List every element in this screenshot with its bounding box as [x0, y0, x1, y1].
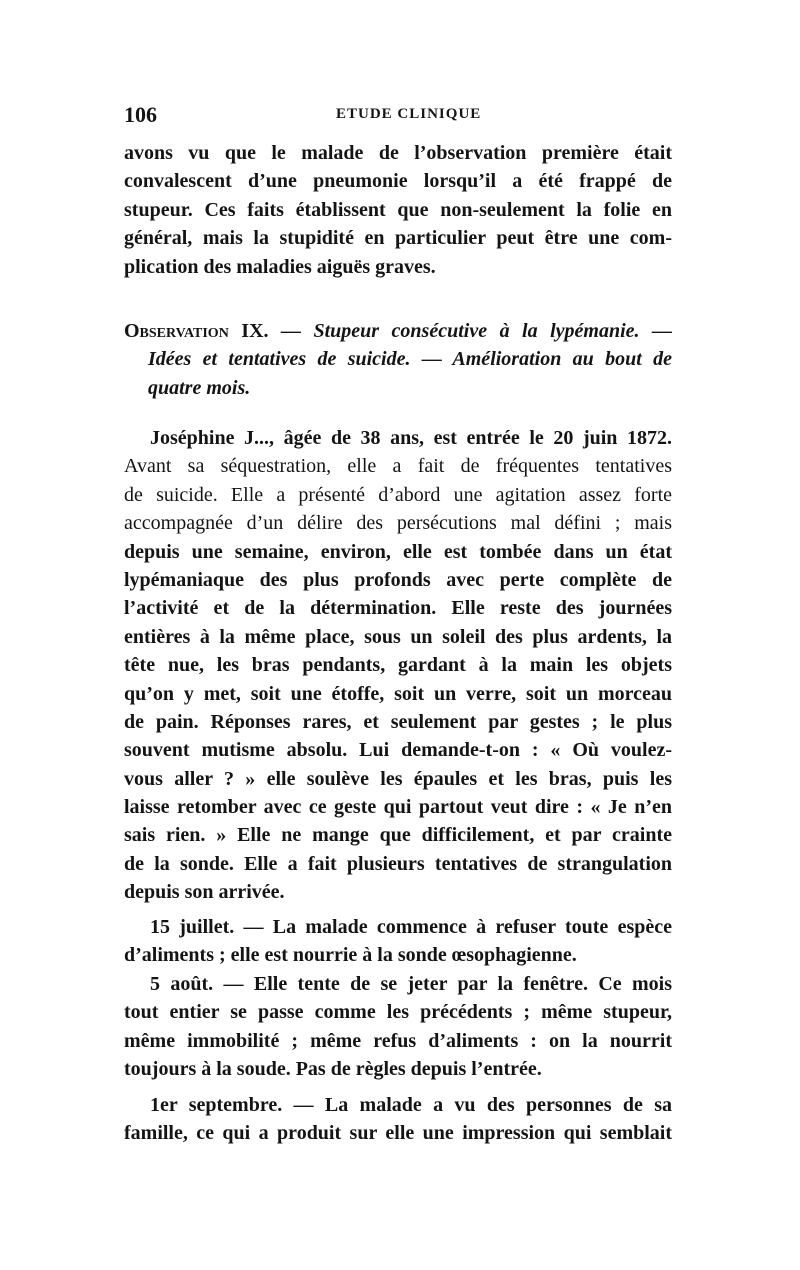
text-line: de suicide. Elle a présenté d’abord une agitation assez forte: [124, 483, 672, 506]
text-line: avons vu que le malade de l’observation première était: [124, 142, 672, 164]
text-line: vous aller ? » elle soulève les épaules et les bras, puis les: [124, 767, 672, 790]
text-line: Avant sa séquestration, elle a fait de fréquentes tentatives: [124, 455, 672, 478]
observation-heading: [124, 317, 672, 402]
text-line: de pain. Réponses rares, et seulement par gestes ; le plus: [124, 710, 672, 733]
paragraph-conclusion: [124, 139, 672, 281]
text-line: famille, ce qui a produit sur elle une impression qui semblait: [124, 1122, 672, 1145]
observation-title: — Stupeur consécutive à la lypémanie. —: [281, 320, 672, 342]
page-number: 106: [124, 102, 157, 127]
text-line: accompagnée d’un délire des persécutions mal défini ; mais: [124, 512, 672, 535]
text-line: entières à la même place, sous un soleil des plus ardents, la: [124, 625, 672, 648]
text-line: 1er septembre. — La malade a vu des personnes de sa: [150, 1094, 672, 1116]
text-line: toujours à la soude. Pas de règles depuis l’entrée.: [124, 1058, 542, 1081]
text-line: plication des maladies aiguës graves.: [124, 255, 436, 278]
running-head: [124, 102, 672, 132]
text-line: souvent mutisme absolu. Lui demande-t-on : « Où voulez-: [124, 739, 672, 762]
text-line: tête nue, les bras pendants, gardant à la main les objets: [124, 654, 672, 677]
text-line: de la sonde. Elle a fait plusieurs tentatives de strangulation: [124, 852, 672, 875]
text-line: lypémaniaque des plus profonds avec perte complète de: [124, 568, 672, 591]
observation-title-line: Idées et tentatives de suicide. — Amélioration au bout de: [148, 348, 672, 371]
text-line: depuis son arrivée.: [124, 881, 285, 904]
paragraph-august-5: [124, 970, 672, 1084]
text-line: stupeur. Ces faits établissent que non-seulement la folie en: [124, 198, 672, 221]
text-line: depuis une semaine, environ, elle est tombée dans un état: [124, 540, 672, 563]
paragraph-case-history: [124, 424, 672, 907]
text-line: même immobilité ; même refus d’aliments : on la nourrit: [124, 1029, 672, 1052]
text-line: 5 août. — Elle tente de se jeter par la fenêtre. Ce mois: [150, 973, 672, 995]
text-line: tout entier se passe comme les précédents ; même stupeur,: [124, 1001, 672, 1024]
running-title: ETUDE CLINIQUE: [336, 106, 482, 122]
paragraph-september-1: [124, 1091, 672, 1148]
observation-title-line: quatre mois.: [148, 376, 251, 399]
text-line: laisse retomber avec ce geste qui partout veut dire : « Je n’en: [124, 796, 672, 819]
observation-heading-line: [124, 317, 672, 345]
text-line: l’activité et de la détermination. Elle reste des journées: [124, 597, 672, 620]
text-line: d’aliments ; elle est nourrie à la sonde œsophagienne.: [124, 944, 577, 967]
paragraph-july-15: [124, 913, 672, 970]
text-line: sais rien. » Elle ne mange que difficilement, et par crainte: [124, 824, 672, 847]
text-line: qu’on y met, soit une étoffe, soit un verre, soit un morceau: [124, 682, 672, 705]
text-line: convalescent d’une pneumonie lorsqu’il a été frappé de: [124, 170, 672, 193]
text-line: général, mais la stupidité en particulier peut être une com-: [124, 227, 672, 250]
text-line: Joséphine J..., âgée de 38 ans, est entrée le 20 juin 1872.: [150, 427, 672, 449]
observation-number: Observation IX.: [124, 320, 269, 342]
text-line: 15 juillet. — La malade commence à refuser toute espèce: [150, 916, 672, 938]
